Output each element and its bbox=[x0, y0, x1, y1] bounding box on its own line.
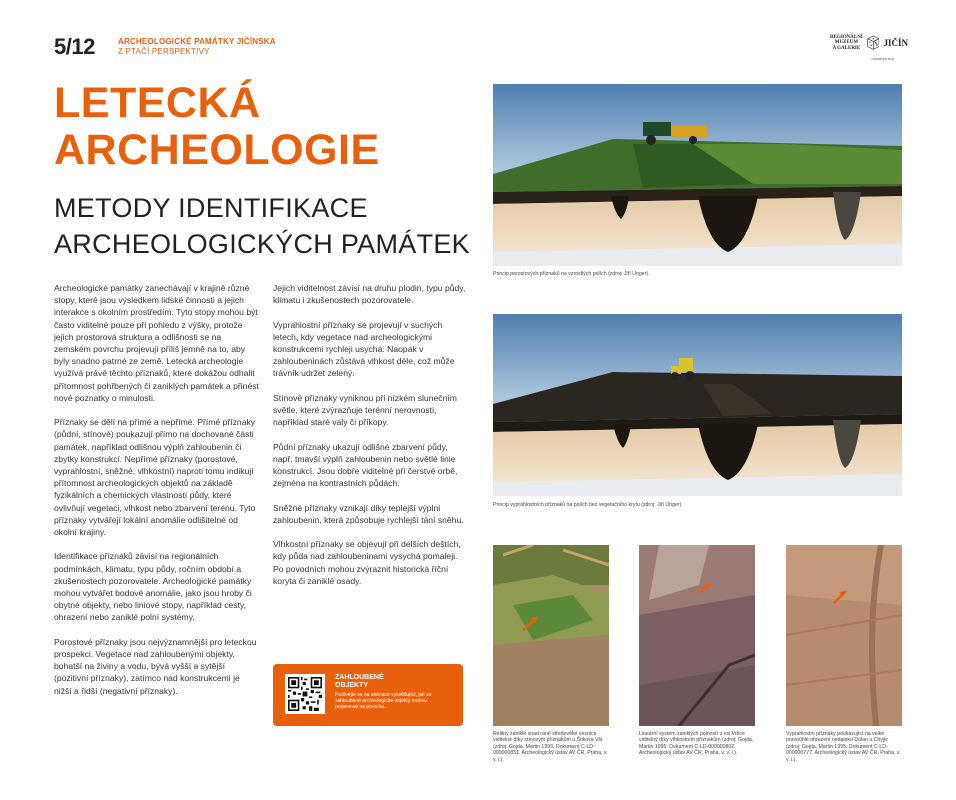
paragraph: Vlhkostní příznaky se objevují při delších deštích, kdy půda nad zahloubeninami vysychá pomaleji. Po povodních mohou zvýraznit historická říční koryta či zaniklé osady. bbox=[273, 539, 461, 586]
series-title bbox=[118, 37, 276, 57]
page-title-line2: ARCHEOLOGIE bbox=[54, 126, 380, 174]
series-title-line2: Z PTAČÍ PERSPEKTIVY bbox=[118, 47, 210, 56]
qr-code[interactable] bbox=[285, 674, 325, 714]
aerial-photo-stikov bbox=[493, 545, 609, 726]
paragraph: Sněžné příznaky vznikají díky teplejší výplni zahloubenin, která způsobuje rychlejší tání sněhu. bbox=[273, 502, 464, 525]
museum-logo-text bbox=[830, 35, 863, 52]
page-title-line1: LETECKÁ bbox=[54, 79, 261, 127]
page-number: 5/12 bbox=[54, 34, 95, 59]
text-column-1 bbox=[54, 282, 259, 709]
paragraph: Stínové příznaky vyniknou při nízkém slunečním světle, které zvýrazňuje terénní nerovnosti, například staré valy či příkopy. bbox=[273, 392, 457, 428]
page-subtitle bbox=[54, 190, 470, 262]
paragraph: Jejich viditelnost závisí na druhu plodin, typu půdy, klimatu i zkušenostech pozorovatele. bbox=[273, 283, 466, 306]
qr-callout-title: ZAHLOUBENÉ OBJEKTY bbox=[335, 674, 384, 689]
paragraph: Archeologické památky zanechávají v krajině různé stopy, které jsou výsledkem lidské činnosti a jejich interakce s okolním prostředím. Tyto stopy mohou být často viditelné pouze při pohledu z výšky, protože jejich prostorová struktura a odlišnosti se na zemském povrchu projevují příliš jemně na to, aby byly snadno patrné ze země. Letecká archeologie využívá právě těchto příznaků, které dokážou odhalit přítomnost pohřbených či zaniklých památek a přinést nové poznatky o minulosti. bbox=[54, 283, 259, 403]
logo-word: JIČÍN bbox=[883, 38, 908, 48]
dice-cube-icon bbox=[867, 32, 880, 54]
aerial-photo-vrbce bbox=[639, 545, 755, 726]
qr-code-icon bbox=[288, 677, 322, 711]
caption-photo-stikov: Relikty zaniklé snad raně středověké vesnice viditelné díky stínovým příznakům u Štikova Vši (zdroj: Gojda, Martin 1993. Dokument C-LD-000000851. Archeologický ústav AV ČR, Praha, v. v. i.). bbox=[493, 731, 608, 763]
page-subtitle-line2: ARCHEOLOGICKÝCH PAMÁTEK bbox=[54, 229, 470, 259]
caption-photo-dolany: Vyprahlostní příznaky poukazující na velké pravoúhlé ohrazení nedaleko Dolan u Chyjic (zdroj: Gojda, Martin 1995. Dokument C-LD-000000777. Archeologický ústav AV ČR, Praha, v. v. i.). bbox=[786, 731, 901, 763]
qr-callout[interactable] bbox=[273, 664, 463, 726]
caption-parch-marks: Princip vyprahlostních příznaků na polích bez vegetačního krytu (zdroj: Jiří Unger). bbox=[493, 502, 683, 508]
logo-line2: MUZEUM bbox=[834, 40, 859, 46]
caption-crop-marks: Princip porostových příznaků na vzrostlých polích (zdroj: Jiří Unger). bbox=[493, 271, 650, 277]
logo-line1: REGIONÁLNÍ bbox=[830, 34, 863, 40]
caption-photo-vrbce: Lineární systém zaniklých polností u vsi Vrbce viditelný díky vlhkostním příznakům (zdroj: Gojda, Martin 1995. Dokument C-LD-000000802. Archeologický ústav AV ČR, Praha, v. v. i.). bbox=[639, 731, 754, 757]
qr-callout-description: Podívejte se na animace vysvětlující, jak se zahloubené archeologické objekty mohou projevovat na povrchu. bbox=[335, 692, 432, 710]
aerial-photo-dolany bbox=[786, 545, 902, 726]
paragraph: Příznaky se dělí na přímé a nepřímé. Přímé příznaky (půdní, stínové) poukazují přímo na dochované části památek, například odlišnou výplň zahloubenin či zbytky konstrukcí. Nepřímé příznaky (porostové, vyprahlostní, sněžné, vlhkostní) naproti tomu indikují přítomnost archeologických objektů na základě fyzikálních a chemických vlastností půdy, které ovlivňují vegetaci, vlhkost nebo zbarvení terénu. Tyto příznaky vytvářejí lokální anomálie odlišitelné od okolní krajiny. bbox=[54, 417, 256, 538]
page-subtitle-line1: METODY IDENTIFIKACE bbox=[54, 193, 368, 223]
paragraph: Půdní příznaky ukazují odlišné zbarvení půdy, např. tmavší výplň zahloubenin nebo světlé linie konstrukcí. Jsou dobře viditelné při čerstvé orbě, zejména na kontrastních půdách. bbox=[273, 441, 458, 489]
crop-marks-illustration bbox=[493, 84, 902, 266]
parch-marks-illustration bbox=[493, 314, 902, 496]
series-title-line1: ARCHEOLOGICKÉ PAMÁTKY JIČÍNSKA bbox=[118, 37, 276, 46]
page-title bbox=[54, 80, 380, 174]
logo-subtext: museum kcy bbox=[871, 56, 894, 61]
paragraph: Vyprahlostní příznaky se projevují v suchých letech, kdy vegetace nad archeologickými konstrukcemi rychleji usychá. Naopak v zahloubeninách zůstává vlhkost déle, což může trávník udržet zelený. bbox=[273, 319, 455, 379]
logo-line3: A GALERIE bbox=[832, 45, 861, 51]
museum-logo bbox=[830, 28, 908, 58]
paragraph: Identifikace příznaků závisí na regionálních podmínkách, klimatu, typu půdy, ročním období a zkušenostech pozorovatele. Archeologické památky mohou vytvářet bodové anomálie, jako jsou hroby či obytné objekty, nebo liniové stopy, například cesty, ohrazení nebo zaniklé polní systémy. bbox=[54, 551, 252, 623]
paragraph: Porostové příznaky jsou nejvýznamnější pro leteckou prospekci. Vegetace nad zahloubenými objekty, bohatší na živiny a vodu, bývá vyšší a sytější (pozitivní příznaky), zatímco nad konstrukcemi je nižší a řidší (negativní příznaky). bbox=[54, 636, 257, 696]
text-column-2 bbox=[273, 282, 468, 599]
